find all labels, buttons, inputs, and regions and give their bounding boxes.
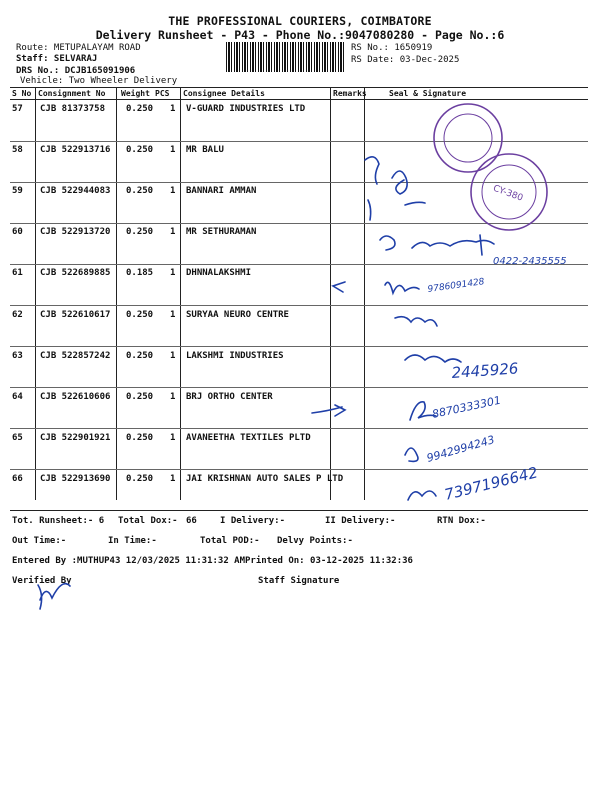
hand-phone-65: 9942994243: [425, 433, 497, 465]
total-pod: Total POD:-: [200, 536, 260, 546]
row-consignee: DHNNALAKSHMI: [186, 268, 252, 278]
staff-label: Staff: SELVARAJ: [16, 54, 98, 64]
in-time: In Time:-: [108, 536, 157, 546]
verified-by: Verified By: [12, 576, 72, 586]
hand-phone-61b: 9786091428: [427, 277, 486, 295]
row-divider: [10, 264, 588, 265]
row-consignee: MR SETHURAMAN: [186, 227, 257, 237]
row-weight: 0.250: [126, 351, 154, 361]
row-weight: 0.250: [126, 392, 154, 402]
col-weight: Weight: [121, 89, 150, 98]
row-divider: [10, 428, 588, 429]
total-dox-label: Total Dox:-: [118, 516, 178, 526]
row-consignee: V-GUARD INDUSTRIES LTD: [186, 104, 306, 114]
table-top-border: [10, 87, 588, 88]
row-divider: [10, 346, 588, 347]
total-dox-value: 66: [186, 516, 197, 526]
row-consignment: CJB 522610617: [40, 310, 111, 320]
row-pcs: 1: [170, 268, 176, 278]
row-divider: [10, 305, 588, 306]
row-consignment: CJB 522610606: [40, 392, 111, 402]
row-weight: 0.250: [126, 104, 154, 114]
row-weight: 0.250: [126, 433, 154, 443]
drs-number: DRS No.: DCJB165091906: [16, 66, 136, 76]
row-pcs: 1: [170, 310, 176, 320]
row-divider: [10, 469, 588, 470]
row-divider: [10, 182, 588, 183]
row-consignee: BRJ ORTHO CENTER: [186, 392, 273, 402]
signature-strokes: [38, 157, 497, 609]
printed-on: Printed On: 03-12-2025 11:32:36: [245, 556, 413, 566]
row-consignment: CJB 522913716: [40, 145, 111, 155]
route-label: Route: METUPALAYAM ROAD: [16, 43, 141, 53]
row-sno: 63: [12, 351, 23, 361]
runsheet-subtitle: Delivery Runsheet - P43 - Phone No.:9047080280 - Page No.:6: [95, 28, 505, 42]
column-divider: [330, 87, 331, 500]
svg-text:CY-380: CY-380: [491, 183, 525, 204]
row-consignee: SURYAA NEURO CENTRE: [186, 310, 289, 320]
i-delivery: I Delivery:-: [220, 516, 286, 526]
ii-delivery: II Delivery:-: [325, 516, 396, 526]
row-pcs: 1: [170, 351, 176, 361]
column-divider: [180, 87, 181, 500]
delvy-points: Delvy Points:-: [277, 536, 353, 546]
row-sno: 64: [12, 392, 23, 402]
rtn-dox: RTN Dox:-: [437, 516, 486, 526]
staff-signature-label: Staff Signature: [258, 576, 340, 586]
row-pcs: 1: [170, 186, 176, 196]
row-consignee: LAKSHMI INDUSTRIES: [186, 351, 284, 361]
row-sno: 62: [12, 310, 23, 320]
row-consignee: BANNARI AMMAN: [186, 186, 257, 196]
row-consignment: CJB 81373758: [40, 104, 106, 114]
table-header-border: [10, 99, 588, 100]
row-sno: 58: [12, 145, 23, 155]
hand-phone-61: 0422-2435555: [493, 256, 567, 267]
column-divider: [35, 87, 36, 500]
tot-runsheet: Tot. Runsheet:- 6: [12, 516, 105, 526]
row-pcs: 1: [170, 227, 176, 237]
row-sno: 60: [12, 227, 23, 237]
hand-phone-66: 7397196642: [442, 463, 540, 504]
handwritten-phones: [425, 256, 566, 504]
row-consignment: CJB 522913720: [40, 227, 111, 237]
entered-by: Entered By :MUTHUP43 12/03/2025 11:31:32 AM: [12, 556, 245, 566]
col-consignment: Consignment No: [38, 89, 106, 98]
row-pcs: 1: [170, 104, 176, 114]
col-seal-signature: Seal & Signature: [389, 89, 467, 98]
row-consignee: AVANEETHA TEXTILES PLTD: [186, 433, 311, 443]
col-consignee: Consignee Details: [183, 89, 265, 98]
table-bottom-border: [10, 510, 588, 511]
row-divider: [10, 141, 588, 142]
rs-date: RS Date: 03-Dec-2025: [351, 55, 460, 65]
row-weight: 0.250: [126, 186, 154, 196]
row-consignee: JAI KRISHNAN AUTO SALES P LTD: [186, 474, 344, 484]
col-sno: S No: [12, 89, 32, 98]
company-title: THE PROFESSIONAL COURIERS, COIMBATORE: [168, 14, 432, 28]
row-divider: [10, 223, 588, 224]
row-sno: 65: [12, 433, 23, 443]
row-sno: 61: [12, 268, 23, 278]
row-consignment: CJB 522857242: [40, 351, 111, 361]
row-pcs: 1: [170, 145, 176, 155]
row-consignee: MR BALU: [186, 145, 224, 155]
row-weight: 0.250: [126, 145, 154, 155]
row-pcs: 1: [170, 474, 176, 484]
row-consignment: CJB 522901921: [40, 433, 111, 443]
col-remarks: Remarks: [333, 89, 367, 98]
row-sno: 59: [12, 186, 23, 196]
column-divider: [364, 87, 365, 500]
row-sno: 66: [12, 474, 23, 484]
row-divider: [10, 387, 588, 388]
row-weight: 0.185: [126, 268, 154, 278]
row-weight: 0.250: [126, 474, 154, 484]
hand-phone-64: 8870333301: [430, 393, 503, 421]
barcode: [226, 42, 346, 72]
row-sno: 57: [12, 104, 23, 114]
row-consignment: CJB 522689885: [40, 268, 111, 278]
vehicle-label: Vehicle: Two Wheeler Delivery: [20, 76, 178, 86]
out-time: Out Time:-: [12, 536, 67, 546]
seal-stamp: [434, 104, 547, 230]
rs-number: RS No.: 1650919: [351, 43, 433, 53]
column-divider: [116, 87, 117, 500]
hand-phone-63: 2445926: [451, 359, 519, 382]
row-pcs: 1: [170, 392, 176, 402]
row-weight: 0.250: [126, 310, 154, 320]
row-pcs: 1: [170, 433, 176, 443]
row-weight: 0.250: [126, 227, 154, 237]
col-pcs: PCS: [155, 89, 170, 98]
row-consignment: CJB 522913690: [40, 474, 111, 484]
row-consignment: CJB 522944083: [40, 186, 111, 196]
